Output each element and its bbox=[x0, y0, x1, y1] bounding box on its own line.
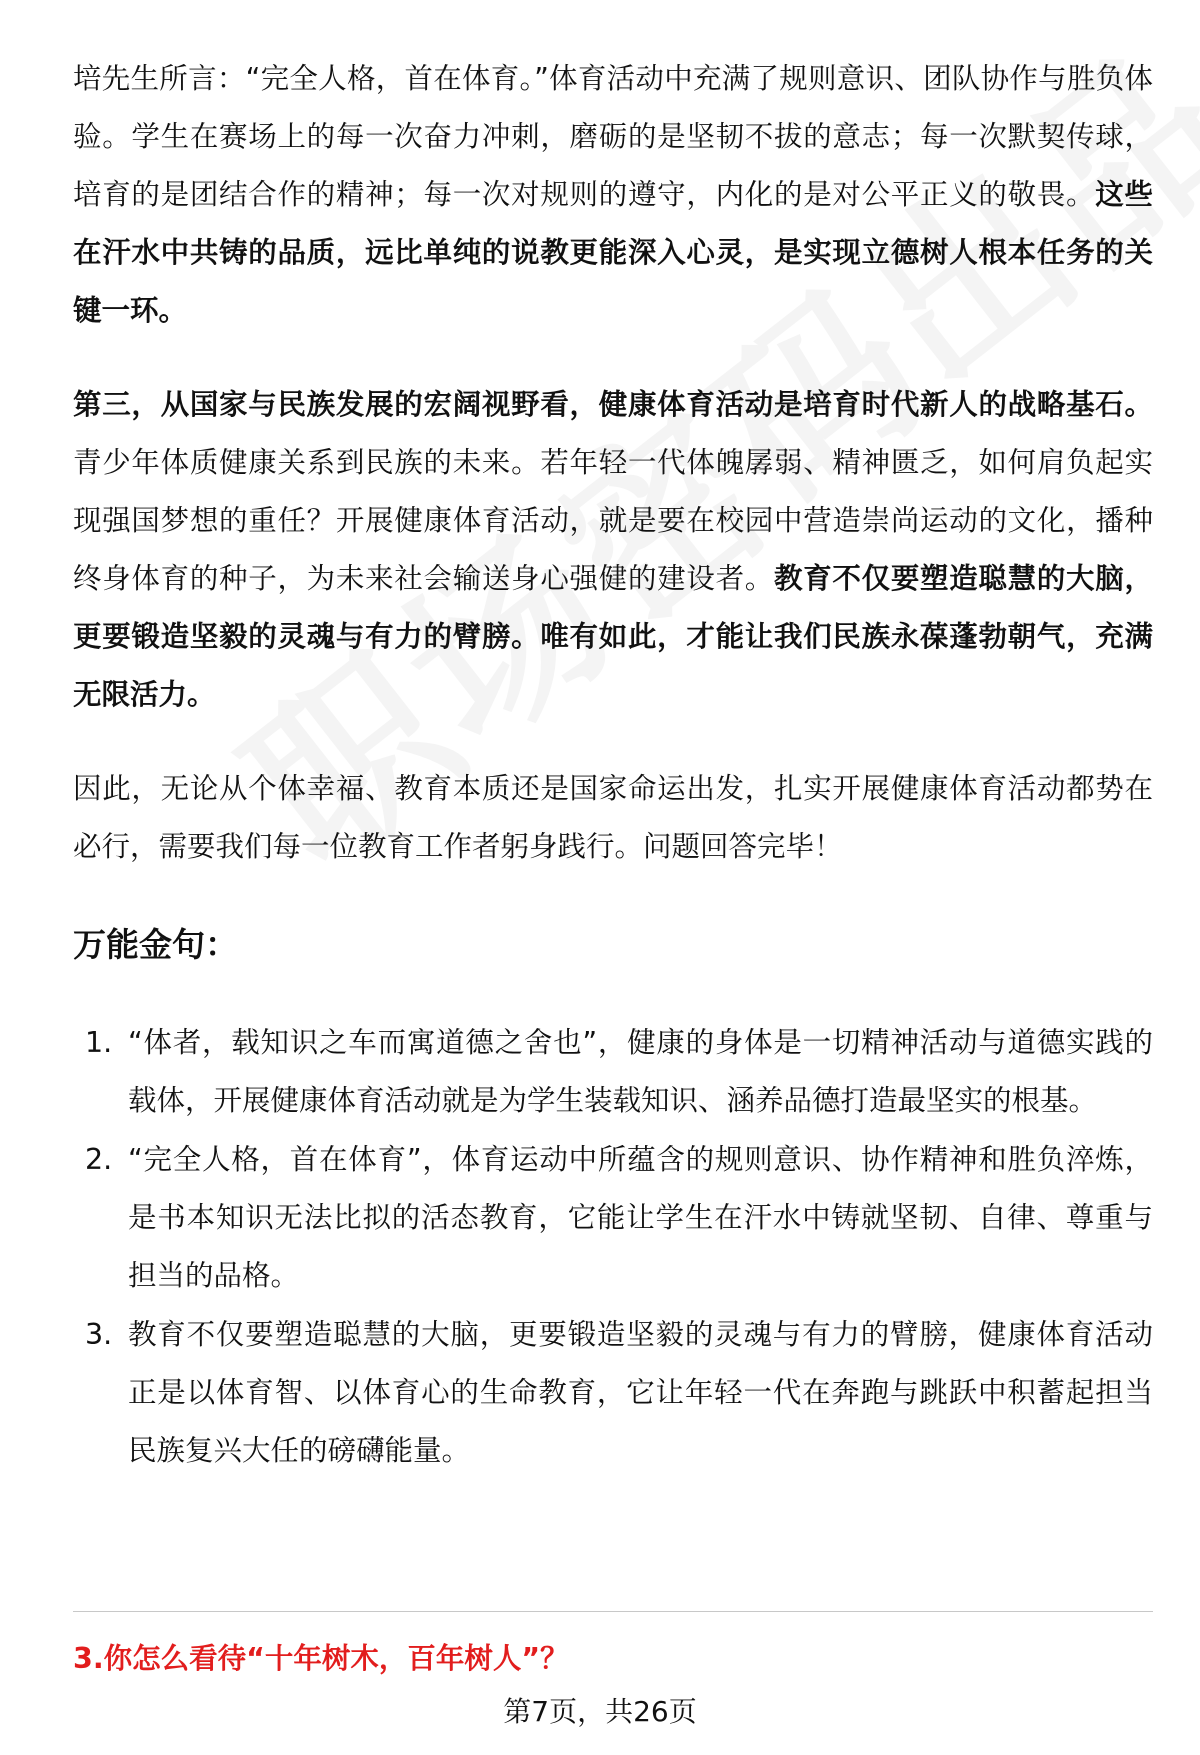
paragraph-text: 青少年体质健康关系到民族的未来。若年轻一代体魄孱弱、精神匮乏，如何肩负起实现强国梦想的重任？开展健康体育活动，就是要在校园中营造崇尚运动的文化，播种终身体育的种子，为未来社会输送身心强健的建设者。 bbox=[73, 446, 1153, 595]
page-number-footer: 第7页，共26页 bbox=[503, 1695, 697, 1728]
list-number: 1. bbox=[85, 1026, 113, 1059]
golden-sentences-list bbox=[73, 1014, 1153, 1480]
list-item-text: 教育不仅要塑造聪慧的大脑，更要锻造坚毅的灵魂与有力的臂膀，健康体育活动正是以体育智、以体育心的生命教育，它让年轻一代在奔跑与跳跃中积蓄起担当民族复兴大任的磅礴能量。 bbox=[128, 1318, 1153, 1467]
paragraph-text: 因此，无论从个体幸福、教育本质还是国家命运出发，扎实开展健康体育活动都势在必行，需要我们每一位教育工作者躬身践行。问题回答完毕！ bbox=[73, 772, 1153, 863]
paragraph-bold-conclusion: 这些在汗水中共铸的品质，远比单纯的说教更能深入心灵，是实现立德树人根本任务的关键一环。 bbox=[73, 178, 1153, 327]
paragraph-sports-character bbox=[73, 50, 1153, 340]
list-item bbox=[73, 1014, 1153, 1130]
document-body bbox=[73, 50, 1153, 1481]
list-number: 2. bbox=[85, 1143, 113, 1176]
paragraph-bold-tail: 教育不仅要塑造聪慧的大脑，更要锻造坚毅的灵魂与有力的臂膀。唯有如此，才能让我们民族永葆蓬勃朝气，充满无限活力。 bbox=[73, 562, 1153, 711]
paragraph-national-perspective bbox=[73, 376, 1153, 724]
paragraph-bold-lead: 第三，从国家与民族发展的宏阔视野看，健康体育活动是培育时代新人的战略基石。 bbox=[73, 388, 1153, 421]
list-item-text: “完全人格，首在体育”，体育运动中所蕴含的规则意识、协作精神和胜负淬炼，是书本知识无法比拟的活态教育，它能让学生在汗水中铸就坚韧、自律、尊重与担当的品格。 bbox=[128, 1143, 1153, 1292]
list-item-text: “体者，载知识之车而寓道德之舍也”，健康的身体是一切精神活动与道德实践的载体，开展健康体育活动就是为学生装载知识、涵养品德打造最坚实的根基。 bbox=[128, 1026, 1153, 1117]
list-item bbox=[73, 1306, 1153, 1480]
golden-sentences-heading: 万能金句： bbox=[73, 925, 238, 964]
next-question-title: 3.你怎么看待“十年树木，百年树人”？ bbox=[73, 1642, 569, 1675]
paragraph-conclusion bbox=[73, 760, 1153, 876]
list-number: 3. bbox=[85, 1318, 113, 1351]
paragraph-text: 培先生所言：“完全人格，首在体育。”体育活动中充满了规则意识、团队协作与胜负体验。学生在赛场上的每一次奋力冲刺，磨砺的是坚韧不拔的意志；每一次默契传球，培育的是团结合作的精神；每一次对规则的遵守，内化的是对公平正义的敬畏。 bbox=[73, 62, 1153, 211]
section-divider bbox=[73, 1611, 1153, 1612]
list-item bbox=[73, 1131, 1153, 1305]
